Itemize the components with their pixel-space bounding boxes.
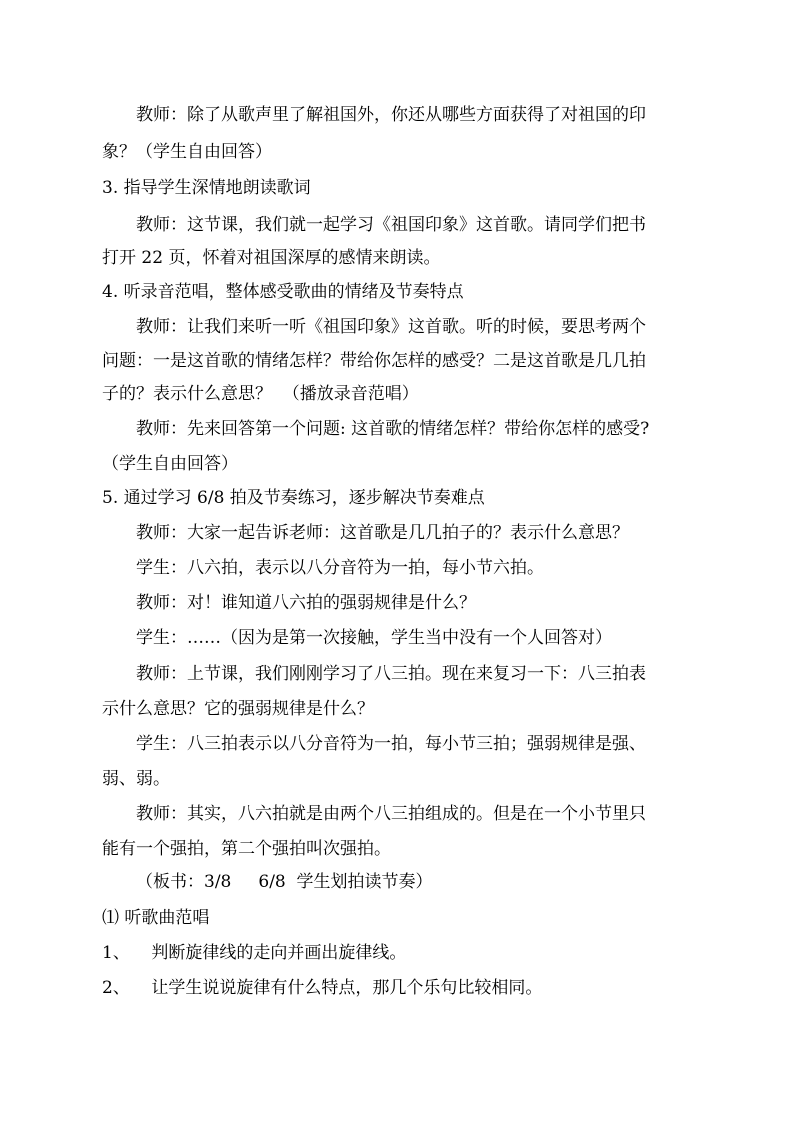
text-line: 子的？表示什么意思？ （播放录音范唱）	[102, 384, 419, 404]
text-line: 教师：让我们来听一听《祖国印象》这首歌。听的时候，要思考两个	[136, 317, 646, 337]
text-line: 学生：八六拍，表示以八分音符为一拍，每小节六拍。	[136, 558, 544, 578]
text-line: 教师：上节课，我们刚刚学习了八三拍。现在来复习一下：八三拍表	[136, 664, 646, 684]
list-item: 2、 让学生说说旋律有什么特点，那几个乐句比较相同。	[102, 978, 543, 998]
text-line: 能有一个强拍，第二个强拍叫次强拍。	[102, 839, 391, 859]
text-line: 教师：其实，八六拍就是由两个八三拍组成的。但是在一个小节里只	[136, 804, 646, 824]
text-line: 教师：这节课，我们就一起学习《祖国印象》这首歌。请同学们把书	[136, 215, 646, 235]
text-line: 问题：一是这首歌的情绪怎样？带给你怎样的感受？二是这首歌是几几拍	[102, 351, 646, 371]
section-heading: 5. 通过学习 6/8 拍及节奏练习，逐步解决节奏难点	[102, 488, 485, 508]
text-line: 打开 22 页，怀着对祖国深厚的感情来朗读。	[102, 248, 441, 268]
text-line: 学生：八三拍表示以八分音符为一拍，每小节三拍；强弱规律是强、	[136, 734, 646, 754]
text-line: 教师：对！谁知道八六拍的强弱规律是什么？	[136, 593, 476, 613]
text-line: 教师：先来回答第一个问题: 这首歌的情绪怎样？带给你怎样的感受?	[136, 419, 650, 439]
list-item: 1、 判断旋律线的走向并画出旋律线。	[102, 943, 407, 963]
section-heading: 3. 指导学生深情地朗读歌词	[102, 178, 311, 198]
text-line: 教师：除了从歌声里了解祖国外，你还从哪些方面获得了对祖国的印	[136, 105, 646, 125]
text-line: 示什么意思？它的强弱规律是什么？	[102, 699, 374, 719]
blackboard-note: （板书：3/8 6/8 学生划拍读节奏）	[136, 872, 433, 892]
text-line: 教师：大家一起告诉老师：这首歌是几几拍子的？表示什么意思？	[136, 523, 629, 543]
section-heading: 4. 听录音范唱，整体感受歌曲的情绪及节奏特点	[102, 282, 464, 302]
text-line: 学生：……（因为是第一次接触，学生当中没有一个人回答对）	[136, 628, 612, 648]
text-line: （学生自由回答）	[102, 454, 238, 474]
subsection-heading: ⑴ 听歌曲范唱	[102, 908, 210, 928]
text-line: 弱、弱。	[102, 769, 170, 789]
text-line: 象？（学生自由回答）	[102, 142, 272, 162]
